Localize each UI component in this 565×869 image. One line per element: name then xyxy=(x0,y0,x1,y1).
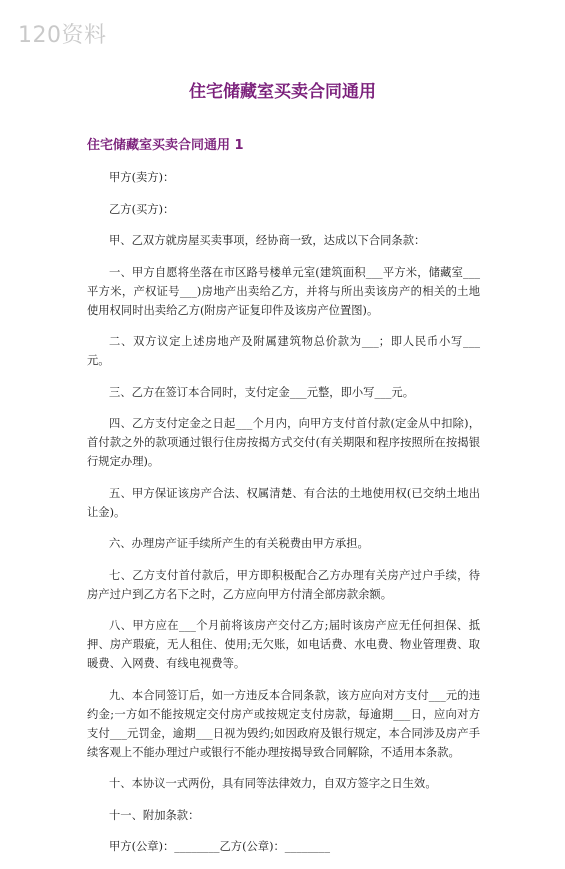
watermark-logo: 120资料 xyxy=(18,23,107,48)
party-a-line: 甲方(卖方)： xyxy=(109,171,175,184)
clause-7: 七、乙方支付首付款后，甲方即积极配合乙方办理有关房产过户手续，待房产过户到乙方名下之时，乙方应向甲方付清全部房款余额。 xyxy=(87,568,480,601)
party-b-line: 乙方(买方)： xyxy=(109,202,175,216)
clause-9: 九、本合同签订后，如一方违反本合同条款，该方应向对方支付___元的违约金;一方如不能按规定交付房产或按规定支付房款，每逾期___日，应向对方支付___元罚金，逾期___日视为毁约;如因政府及银行规定，本合同涉及房产手续客观上不能办理过户或银行不能办理按揭导致合同解除，不适用本条款。 xyxy=(87,688,480,759)
contract-body xyxy=(87,168,480,869)
document-title: 住宅储藏室买卖合同通用 xyxy=(189,82,376,102)
clause-2: 二、双方议定上述房地产及附属建筑物总价款为___；即人民币小写___元。 xyxy=(87,335,480,367)
clause-1: 一、甲方自愿将坐落在市区路号楼单元室(建筑面积___平方米，储藏室___平方米，产权证号___)房地产出卖给乙方，并将与所出卖该房产的相关的土地使用权同时出卖给乙方(附房产证复印件及该房产位置图)。 xyxy=(87,265,480,317)
section-heading: 住宅储藏室买卖合同通用 1 xyxy=(87,138,244,153)
clause-8: 八、甲方应在___个月前将该房产交付乙方;届时该房产应无任何担保、抵押、房产瑕疵，无人租住、使用;无欠账，如电话费、水电费、物业管理费、取暖费、入网费、有线电视费等。 xyxy=(87,619,480,670)
clause-11: 十一、附加条款： xyxy=(109,808,200,822)
clause-10: 十、本协议一式两份，具有同等法律效力，自双方签字之日生效。 xyxy=(109,777,437,790)
clause-6: 六、办理房产证手续所产生的有关税费由甲方承担。 xyxy=(109,537,369,550)
clause-4: 四、乙方支付定金之日起___个月内，向甲方支付首付款(定金从中扣除)，首付款之外的款项通过银行住房按揭方式交付(有关期限和程序按照所在按揭银行规定办理)。 xyxy=(87,417,480,468)
clause-3: 三、乙方在签订本合同时，支付定金___元整，即小写___元。 xyxy=(109,385,415,399)
clause-5: 五、甲方保证该房产合法、权属清楚、有合法的土地使用权(已交纳土地出让金)。 xyxy=(87,486,480,519)
signature-line: 甲方(公章)：________乙方(公章)：________ xyxy=(109,840,330,853)
intro-paragraph: 甲、乙双方就房屋买卖事项，经协商一致，达成以下合同条款： xyxy=(109,234,426,247)
